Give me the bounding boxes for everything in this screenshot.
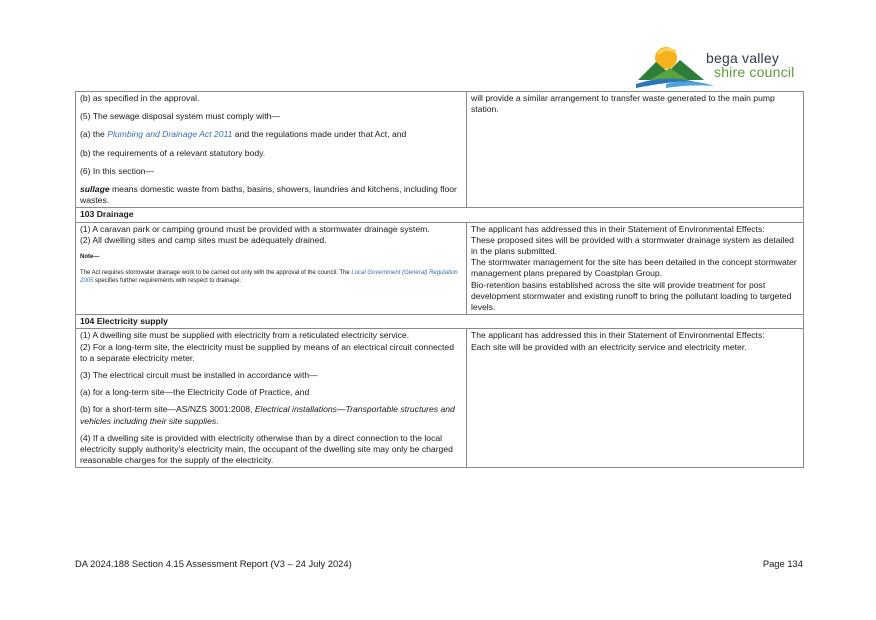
- table-row: [76, 222, 804, 315]
- footer-page-number: Page 134: [762, 558, 803, 569]
- plumbing-act-link[interactable]: Plumbing and Drainage Act 2011: [107, 129, 233, 140]
- assessment-text: These proposed sites will be provided with a stormwater drainage system as detailed in the plans submitted.: [471, 234, 794, 257]
- clause-text: (b) as specified in the approval.: [80, 93, 200, 103]
- assessment-text: The applicant has addressed this in their Statement of Environmental Effects:: [471, 330, 765, 341]
- logo-text-shire-council: shire council: [714, 64, 795, 80]
- assessment-text: Each site will be provided with an electricity service and electricity meter.: [471, 341, 747, 352]
- assessment-text: Bio-retention basins established across the site will provide treatment for post development stormwater and existing runoff to bring the pollutant loading to targeted levels.: [471, 279, 792, 313]
- table-row: [76, 329, 804, 468]
- assessment-text: The applicant has addressed this in their Statement of Environmental Effects:: [471, 223, 765, 234]
- logo-text-bega-valley: bega valley: [706, 50, 780, 66]
- electricity-heading: 104 Electricity supply: [76, 315, 804, 329]
- clause-text: (1) A dwelling site must be supplied with electricity from a reticulated electricity service.: [80, 330, 410, 341]
- clause-text: (1) A caravan park or camping ground must be provided with a stormwater drainage system.: [80, 223, 430, 234]
- note-title: Note—: [80, 254, 100, 261]
- definition-text: sullage means domestic waste from baths, basins, showers, laundries and kitchens, including floor wastes.: [80, 184, 457, 206]
- clause-cell: [76, 92, 467, 208]
- assessment-cell: [467, 92, 804, 208]
- assessment-cell: [467, 329, 804, 468]
- clause-text: (a) for a long-term site—the Electricity Code of Practice, and: [80, 387, 310, 398]
- assessment-text: will provide a similar arrangement to transfer waste generated to the main pump station.: [471, 93, 775, 115]
- clause-text: (a) the Plumbing and Drainage Act 2011 and the regulations made under that Act, and: [80, 129, 407, 140]
- section-heading-row: [76, 315, 804, 329]
- clause-text: (4) If a dwelling site is provided with electricity otherwise than by a direct connection to the local electricity supply authority’s electricity main, the occupant of the dwelling site may only be charged reasonable charges for the supply of the electricity.: [80, 432, 453, 466]
- regulation-link[interactable]: Local Government (General) Regulation 2005: [80, 270, 458, 285]
- clause-text: (5) The sewage disposal system must comply with—: [80, 111, 280, 122]
- clause-text: (3) The electrical circuit must be installed in accordance with—: [80, 370, 318, 381]
- clause-text: (2) For a long-term site, the electricity must be supplied by means of an electrical circuit connected to a separate electricity meter.: [80, 341, 454, 363]
- drainage-heading: 103 Drainage: [76, 208, 804, 222]
- footer-report-title: DA 2024.188 Section 4.15 Assessment Report (V3 – 24 July 2024): [75, 558, 352, 569]
- note-text: The Act requires stormwater drainage work to be carried out only with the approval of the council. The Local Government (General) Regulation 2005 specifies further requirements with respect to drainage.: [80, 270, 458, 285]
- clause-cell: [76, 329, 467, 468]
- clause-text: (b) for a short-term site—AS/NZS 3001:2008, Electrical installations—Transportable structures and vehicles including their site supplies.: [80, 404, 455, 426]
- assessment-cell: [467, 222, 804, 315]
- section-heading-row: [76, 208, 804, 222]
- clause-text: (6) In this section—: [80, 165, 155, 176]
- table-row: [76, 92, 804, 208]
- assessment-table: [75, 91, 804, 468]
- clause-cell: [76, 222, 467, 315]
- clause-text: (2) All dwelling sites and camp sites must be adequately drained.: [80, 234, 327, 245]
- clause-text: (b) the requirements of a relevant statutory body.: [80, 147, 266, 158]
- assessment-text: The stormwater management for the site has been detailed in the concept stormwater management plans prepared by Coastplan Group.: [471, 257, 797, 279]
